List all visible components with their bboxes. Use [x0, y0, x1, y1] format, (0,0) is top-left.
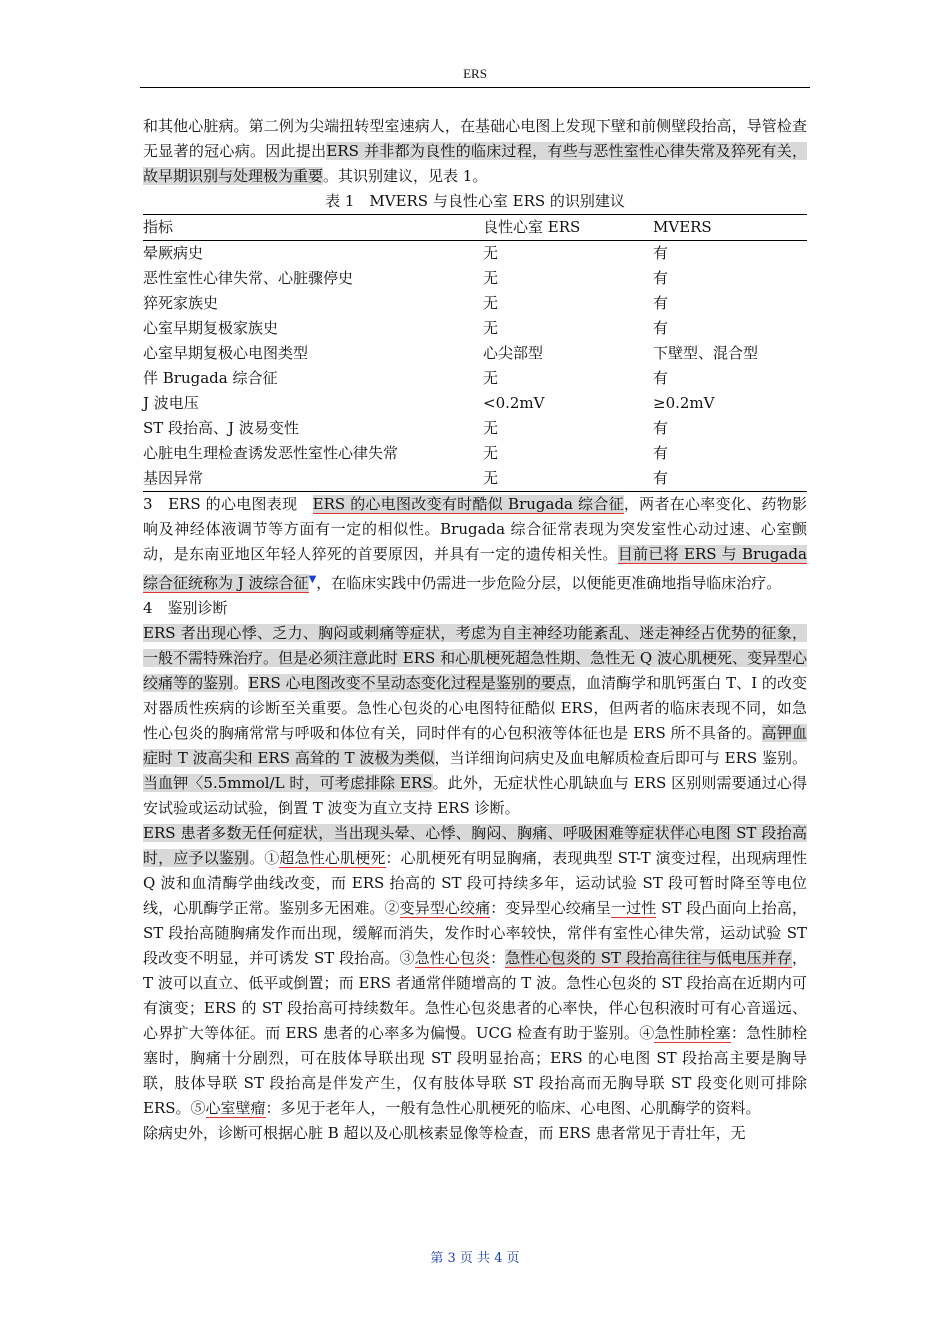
- highlighted-text: ERS 患者多数无任何症状，当出现头晕、心悸、胸闷、胸痛、呼吸困难等症状伴心电图 ST 段抬高时，应予以鉴别: [143, 824, 807, 867]
- table-cell: 猝死家族史: [143, 294, 219, 312]
- table-cell: 无: [483, 444, 499, 462]
- section-3-text: ，两者在心率变化、药物影响及神经体液调节等方面有一定的相似性。Brugada 综合征常表现为突发室性心动过速、心室颤动，是东南亚地区年轻人猝死的首要原因，并具有一定的遗传相关性。: [143, 495, 807, 563]
- text-run: ST 段凸面向上抬高，ST 段抬高随胸痛发作而出现，缓解而消失，发作时心率较快，常伴有室性心律失常，运动试验 ST 段改变不明显，并可诱发 ST 段抬高。③: [143, 899, 807, 967]
- section-4-paragraph-2: [143, 821, 807, 1121]
- underlined-term: 急性心包炎: [414, 949, 491, 967]
- table-cell: 无: [483, 294, 499, 312]
- comment-marker-icon[interactable]: ▼: [308, 574, 317, 585]
- table-cell: 下壁型、混合型: [653, 344, 759, 362]
- page-footer: [0, 1247, 950, 1266]
- table-row: [143, 291, 807, 316]
- table-cell: 心室早期复极心电图类型: [143, 344, 309, 362]
- text-run: ，血清酶学和肌钙蛋白 T、I 的改变对器质性疾病的诊断至关重要。急性心包炎的心电图特征酷似 ERS，但两者的临床表现不同，如急性心包炎的胸痛常常与呼吸和体位有关，同时伴有的心包积液等体征也是 ERS 所不具备的。: [143, 674, 807, 742]
- intro-text: 和其他心脏病。第二例为尖端扭转型室速病人，在基础心电图上发现下壁和前侧壁段抬高，导管检查无显著的冠心病。因此提出: [143, 117, 807, 160]
- table-cell: 无: [483, 369, 499, 387]
- table-cell: ≥0.2mV: [653, 394, 715, 412]
- table-cell: 有: [653, 294, 669, 312]
- table-row: [143, 391, 807, 416]
- section-3-paragraph: [143, 492, 807, 596]
- intro-paragraph: [143, 114, 807, 189]
- page-header: [140, 66, 810, 88]
- table-cell: 无: [483, 244, 499, 262]
- underlined-term: 超急性心肌梗死: [279, 849, 386, 867]
- underlined-term: 急性肺栓塞: [654, 1024, 731, 1042]
- table-cell: 心室早期复极家族史: [143, 319, 279, 337]
- table-header-row: [143, 215, 807, 241]
- highlighted-text: ERS 并非都为良性的临床过程，有些与恶性室性心律失常及猝死有关，故早期识别与处理极为重要: [143, 142, 807, 185]
- text-run: ：: [490, 949, 506, 967]
- intro-text-end: 。其识别建议，见表 1。: [323, 167, 488, 185]
- highlighted-text: ERS 的心电图改变有时酷似 Brugada 综合征: [312, 495, 624, 513]
- table-cell: 心尖部型: [483, 344, 544, 362]
- table-row: [143, 366, 807, 391]
- table-row: [143, 241, 807, 267]
- table-row: [143, 416, 807, 441]
- table-row: [143, 266, 807, 291]
- highlighted-text: 目前已将 ERS 与 Brugada 综合征统称为 J 波综合征: [143, 545, 807, 592]
- highlighted-text: 高钾血症时 T 波高尖和 ERS 高耸的 T 波极为类似: [143, 724, 807, 767]
- table-cell: 有: [653, 369, 669, 387]
- table-header-cell: 良性心室 ERS: [483, 215, 653, 241]
- comparison-table: [143, 214, 807, 492]
- text-run: ：心肌梗死有明显胸痛，表现典型 ST-T 演变过程，出现病理性 Q 波和血清酶学曲线改变，而 ERS 抬高的 ST 段可持续多年，运动试验 ST 段可暂时降至等电位线，心肌酶学正常。鉴别多无困难。②: [143, 849, 807, 917]
- section-4-paragraph-1: [143, 621, 807, 821]
- text-run: 。①: [249, 849, 280, 867]
- table-header-cell: 指标: [143, 215, 483, 241]
- highlighted-text: ERS 者出现心悸、乏力、胸闷或刺痛等症状，考虑为自主神经功能紊乱、迷走神经占优势的征象，一般不需特殊治疗。但是必须注意此时 ERS 和心肌梗死超急性期、急性无 Q 波心肌梗死、变异型心绞痛等的鉴别: [143, 624, 807, 692]
- table-cell: 恶性室性心律失常、心脏骤停史: [143, 269, 354, 287]
- section-3-heading: 3 ERS 的心电图表现: [143, 495, 313, 513]
- text-run: ，T 波可以直立、低平或倒置；而 ERS 者通常伴随增高的 T 波。急性心包炎的 ST 段抬高在近期内可有演变；ERS 的 ST 段抬高可持续数年。急性心包炎患者的心率快，伴心包积液时可有心音遥远、心界扩大等体征。而 ERS 患者的心率多为偏慢。UCG 检查有助于鉴别。④: [143, 949, 807, 1042]
- table-cell: 有: [653, 244, 669, 262]
- header-title: ERS: [463, 66, 487, 81]
- highlighted-text: ERS 心电图改变不呈动态变化过程是鉴别的要点: [248, 674, 572, 692]
- table-cell: 无: [483, 319, 499, 337]
- highlighted-text: 当血钾〈5.5mmol/L 时，可考虑排除 ERS: [143, 774, 433, 792]
- table-cell: 有: [653, 419, 669, 437]
- text-run: ：变异型心绞痛呈: [490, 899, 611, 917]
- table-cell: 基因异常: [143, 466, 483, 492]
- section-4-heading: 4 鉴别诊断: [143, 599, 228, 617]
- highlighted-text: 急性心包炎的 ST 段抬高往往与低电压并存: [505, 949, 792, 967]
- table-cell: 有: [653, 269, 669, 287]
- table-cell: ST 段抬高、J 波易变性: [143, 419, 299, 437]
- table-cell: 无: [483, 419, 499, 437]
- text-run: 。: [233, 674, 249, 692]
- table-cell: J 波电压: [143, 394, 199, 412]
- table-row: [143, 441, 807, 466]
- text-run: ：多见于老年人，一般有急性心肌梗死的临床、心电图、心肌酶学的资料。: [265, 1099, 761, 1117]
- page-number: 第 3 页 共 4 页: [430, 1251, 520, 1266]
- table-cell: 有: [653, 466, 807, 492]
- table-cell: 伴 Brugada 综合征: [143, 369, 278, 387]
- table-cell: 无: [483, 466, 653, 492]
- section-3-text-end: ，在临床实践中仍需进一步危险分层，以便能更准确地指导临床治疗。: [316, 574, 782, 592]
- table-cell: 有: [653, 319, 669, 337]
- underlined-term: 变异型心绞痛: [399, 899, 491, 917]
- underlined-term: 一过性: [610, 899, 657, 917]
- table-cell: 心脏电生理检查诱发恶性室性心律失常: [143, 444, 399, 462]
- table-header-cell: MVERS: [653, 215, 807, 241]
- table-cell: 晕厥病史: [143, 244, 204, 262]
- document-body: [143, 114, 807, 1146]
- table-row: [143, 341, 807, 366]
- table-cell: 无: [483, 269, 499, 287]
- text-run: ：急性肺栓塞时，胸痛十分剧烈，可在肢体导联出现 ST 段明显抬高；ERS 的心电图 ST 段抬高主要是胸导联，肢体导联 ST 段抬高是伴发产生，仅有肢体导联 ST 段抬高而无胸导联 ST 段变化则可排除 ERS。⑤: [143, 1024, 807, 1117]
- text-run: ，当详细询问病史及血电解质检查后即可与 ERS 鉴别。: [434, 749, 808, 767]
- table-caption: 表 1 MVERS 与良性心室 ERS 的识别建议: [325, 192, 625, 210]
- text-run: 。此外，无症状性心肌缺血与 ERS 区别则需要通过心得安试验或运动试验，倒置 T 波变为直立支持 ERS 诊断。: [143, 774, 807, 817]
- table-row: [143, 316, 807, 341]
- section-4-paragraph-3: 除病史外，诊断可根据心脏 B 超以及心肌核素显像等检查，而 ERS 患者常见于青壮年，无: [143, 1124, 746, 1142]
- table-row: [143, 466, 807, 492]
- table-cell: <0.2mV: [483, 394, 545, 412]
- underlined-term: 心室壁瘤: [205, 1099, 266, 1117]
- table-cell: 有: [653, 444, 669, 462]
